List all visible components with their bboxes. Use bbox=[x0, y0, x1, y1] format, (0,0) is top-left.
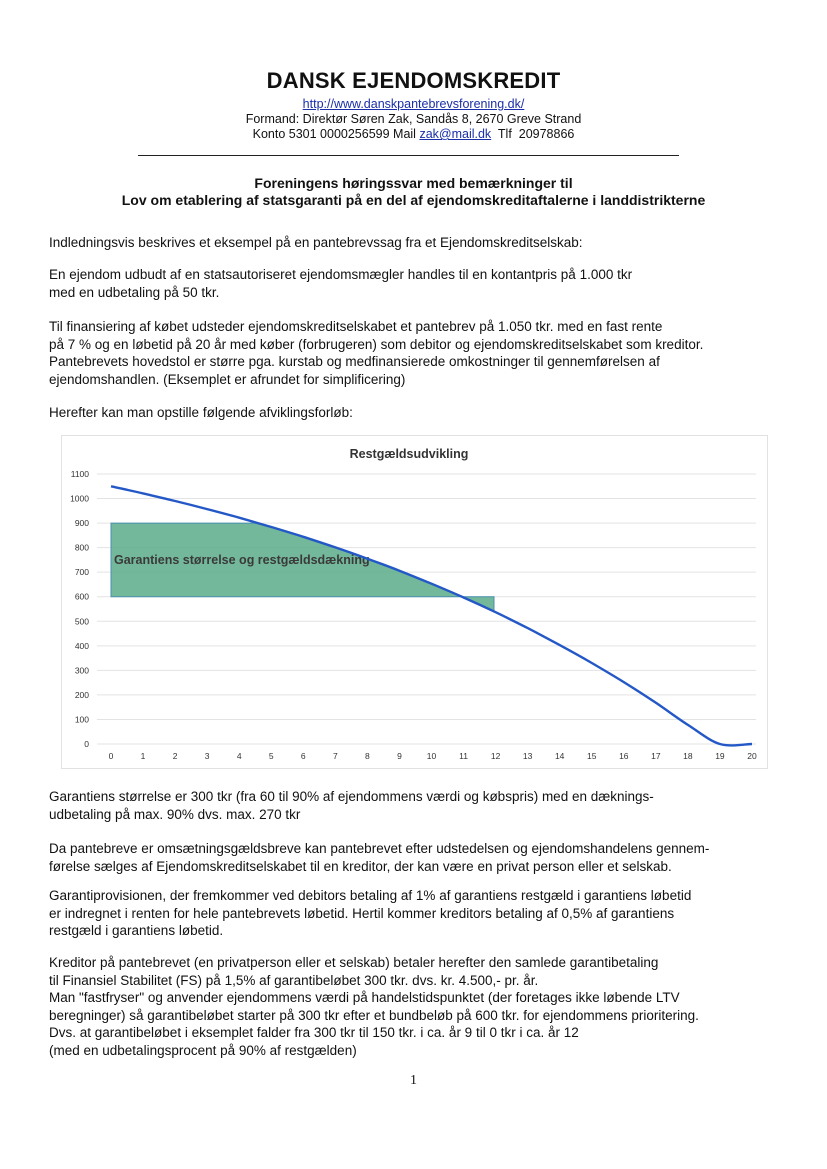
website-link[interactable]: http://www.danskpantebrevsforening.dk/ bbox=[302, 97, 525, 111]
x-tick-label: 2 bbox=[172, 751, 178, 761]
document-title-line2: Lov om etablering af statsgaranti på en del af ejendomskreditaftalerne i landdistrikterne bbox=[121, 192, 706, 208]
x-tick-label: 15 bbox=[587, 751, 597, 761]
y-tick-label: 600 bbox=[74, 591, 89, 602]
paragraph-intro: Indledningsvis beskrives et eksempel på en pantebrevssag fra et Ejendomskreditselskab: bbox=[49, 235, 583, 250]
guarantee-band-label: Garantiens størrelse og restgældsdækning bbox=[114, 552, 370, 567]
x-tick-label: 17 bbox=[651, 751, 661, 761]
y-tick-label: 100 bbox=[74, 714, 89, 725]
x-tick-label: 11 bbox=[459, 751, 468, 761]
x-tick-label: 5 bbox=[268, 751, 274, 761]
phone-text: Tlf 20978866 bbox=[491, 127, 575, 141]
page-number: 1 bbox=[410, 1073, 417, 1088]
organization-title: DANSK EJENDOMSKREDIT bbox=[266, 68, 561, 93]
document-title-line1: Foreningens høringssvar med bemærkninger til bbox=[254, 175, 573, 191]
y-tick-label: 200 bbox=[74, 689, 89, 700]
contact-line bbox=[0, 127, 827, 141]
paragraph-commission: Garantiprovisionen, der fremkommer ved debitors betaling af 1% af garantiens restgæld i garantiens løbetid er indregnet i renten for hele pantebrevets løbetid. Hertil kommer kreditors betaling af 0,5% af garantiens restgæld i garantiens løbetid. bbox=[49, 888, 692, 938]
x-tick-label: 7 bbox=[332, 751, 338, 761]
y-tick-label: 1100 bbox=[70, 469, 89, 479]
x-tick-label: 8 bbox=[365, 751, 370, 761]
y-tick-label: 0 bbox=[84, 739, 89, 749]
x-tick-label: 13 bbox=[522, 751, 533, 761]
paragraph-guarantee-size: Garantiens størrelse er 300 tkr (fra 60 til 90% af ejendommens værdi og købspris) med en dæknings- udbetaling på max. 90% dvs. max. 270 tkr bbox=[49, 789, 654, 822]
x-tick-label: 1 bbox=[140, 751, 146, 761]
y-tick-label: 1000 bbox=[70, 493, 89, 504]
paragraph-schedule-intro: Herefter kan man opstille følgende afviklingsforløb: bbox=[49, 405, 353, 420]
paragraph-financing: Til finansiering af købet udsteder ejendomskreditselskabet et pantebrev på 1.050 tkr. med en fast rente på 7 % og en løbetid på 20 år med køber (forbrugeren) som debitor og ejendomskreditselskabet som kreditor. Pantebrevets hovedstol er større pga. kurstab og medfinansierede omkostninger til gennemførelsen af ejendomshandlen. (Eksemplet er afrundet for simplificering) bbox=[49, 319, 704, 387]
y-tick-label: 400 bbox=[74, 640, 89, 651]
x-tick-label: 3 bbox=[204, 751, 210, 761]
x-tick-label: 20 bbox=[747, 751, 757, 761]
address-line: Formand: Direktør Søren Zak, Sandås 8, 2670 Greve Strand bbox=[245, 112, 582, 126]
debt-chart bbox=[62, 436, 767, 768]
y-tick-label: 500 bbox=[74, 616, 89, 627]
paragraph-negotiable: Da pantebreve er omsætningsgældsbreve kan pantebrevet efter udstedelsen og ejendomshandelens gennem- førelse sælges af Ejendomskreditselskabet til en kreditor, der kan være en privat person eller et selskab. bbox=[49, 841, 710, 874]
x-tick-label: 4 bbox=[236, 751, 242, 761]
x-tick-label: 19 bbox=[715, 751, 725, 761]
paragraph-property-example: En ejendom udbudt af en statsautoriseret ejendomsmægler handles til en kontantpris på 1.000 tkr med en udbetaling på 50 tkr. bbox=[49, 267, 633, 300]
x-tick-label: 10 bbox=[426, 751, 437, 761]
email-link[interactable]: zak@mail.dk bbox=[419, 127, 492, 141]
x-tick-label: 12 bbox=[490, 751, 501, 761]
y-tick-label: 700 bbox=[74, 567, 89, 578]
x-tick-label: 18 bbox=[683, 751, 693, 761]
website-line bbox=[0, 97, 827, 111]
header-divider bbox=[138, 155, 679, 156]
x-tick-label: 6 bbox=[300, 751, 306, 761]
x-tick-label: 0 bbox=[108, 751, 114, 761]
y-tick-label: 300 bbox=[74, 665, 89, 676]
chart-title: Restgældsudvikling bbox=[349, 447, 469, 461]
chart-container bbox=[61, 435, 768, 769]
x-tick-label: 16 bbox=[619, 751, 629, 761]
x-tick-label: 9 bbox=[397, 751, 402, 761]
x-tick-label: 14 bbox=[554, 751, 565, 761]
account-text: Konto 5301 0000256599 Mail bbox=[252, 127, 420, 141]
paragraph-creditor-payment: Kreditor på pantebrevet (en privatperson eller et selskab) betaler herefter den samlede garantibetaling til Finansiel Stabilitet (FS) på 1,5% af garantibeløbet 300 tkr. dvs. kr. 4.500,- pr. år. Man "fastfryser" og anvender ejendommens værdi på handelstidspunktet (der foretages ikke løbende LTV beregninger) så garantibeløbet starter på 300 tkr efter et bundbeløb på 600 tkr. for ejendommens prioritering. Dvs. at garantibeløbet i eksemplet falder fra 300 tkr til 150 tkr. i ca. år 9 til 0 tkr i ca. år 12 (med en udbetalingsprocent på 90% af restgælden) bbox=[49, 955, 699, 1058]
y-tick-label: 900 bbox=[74, 518, 89, 529]
y-tick-label: 800 bbox=[74, 542, 89, 553]
